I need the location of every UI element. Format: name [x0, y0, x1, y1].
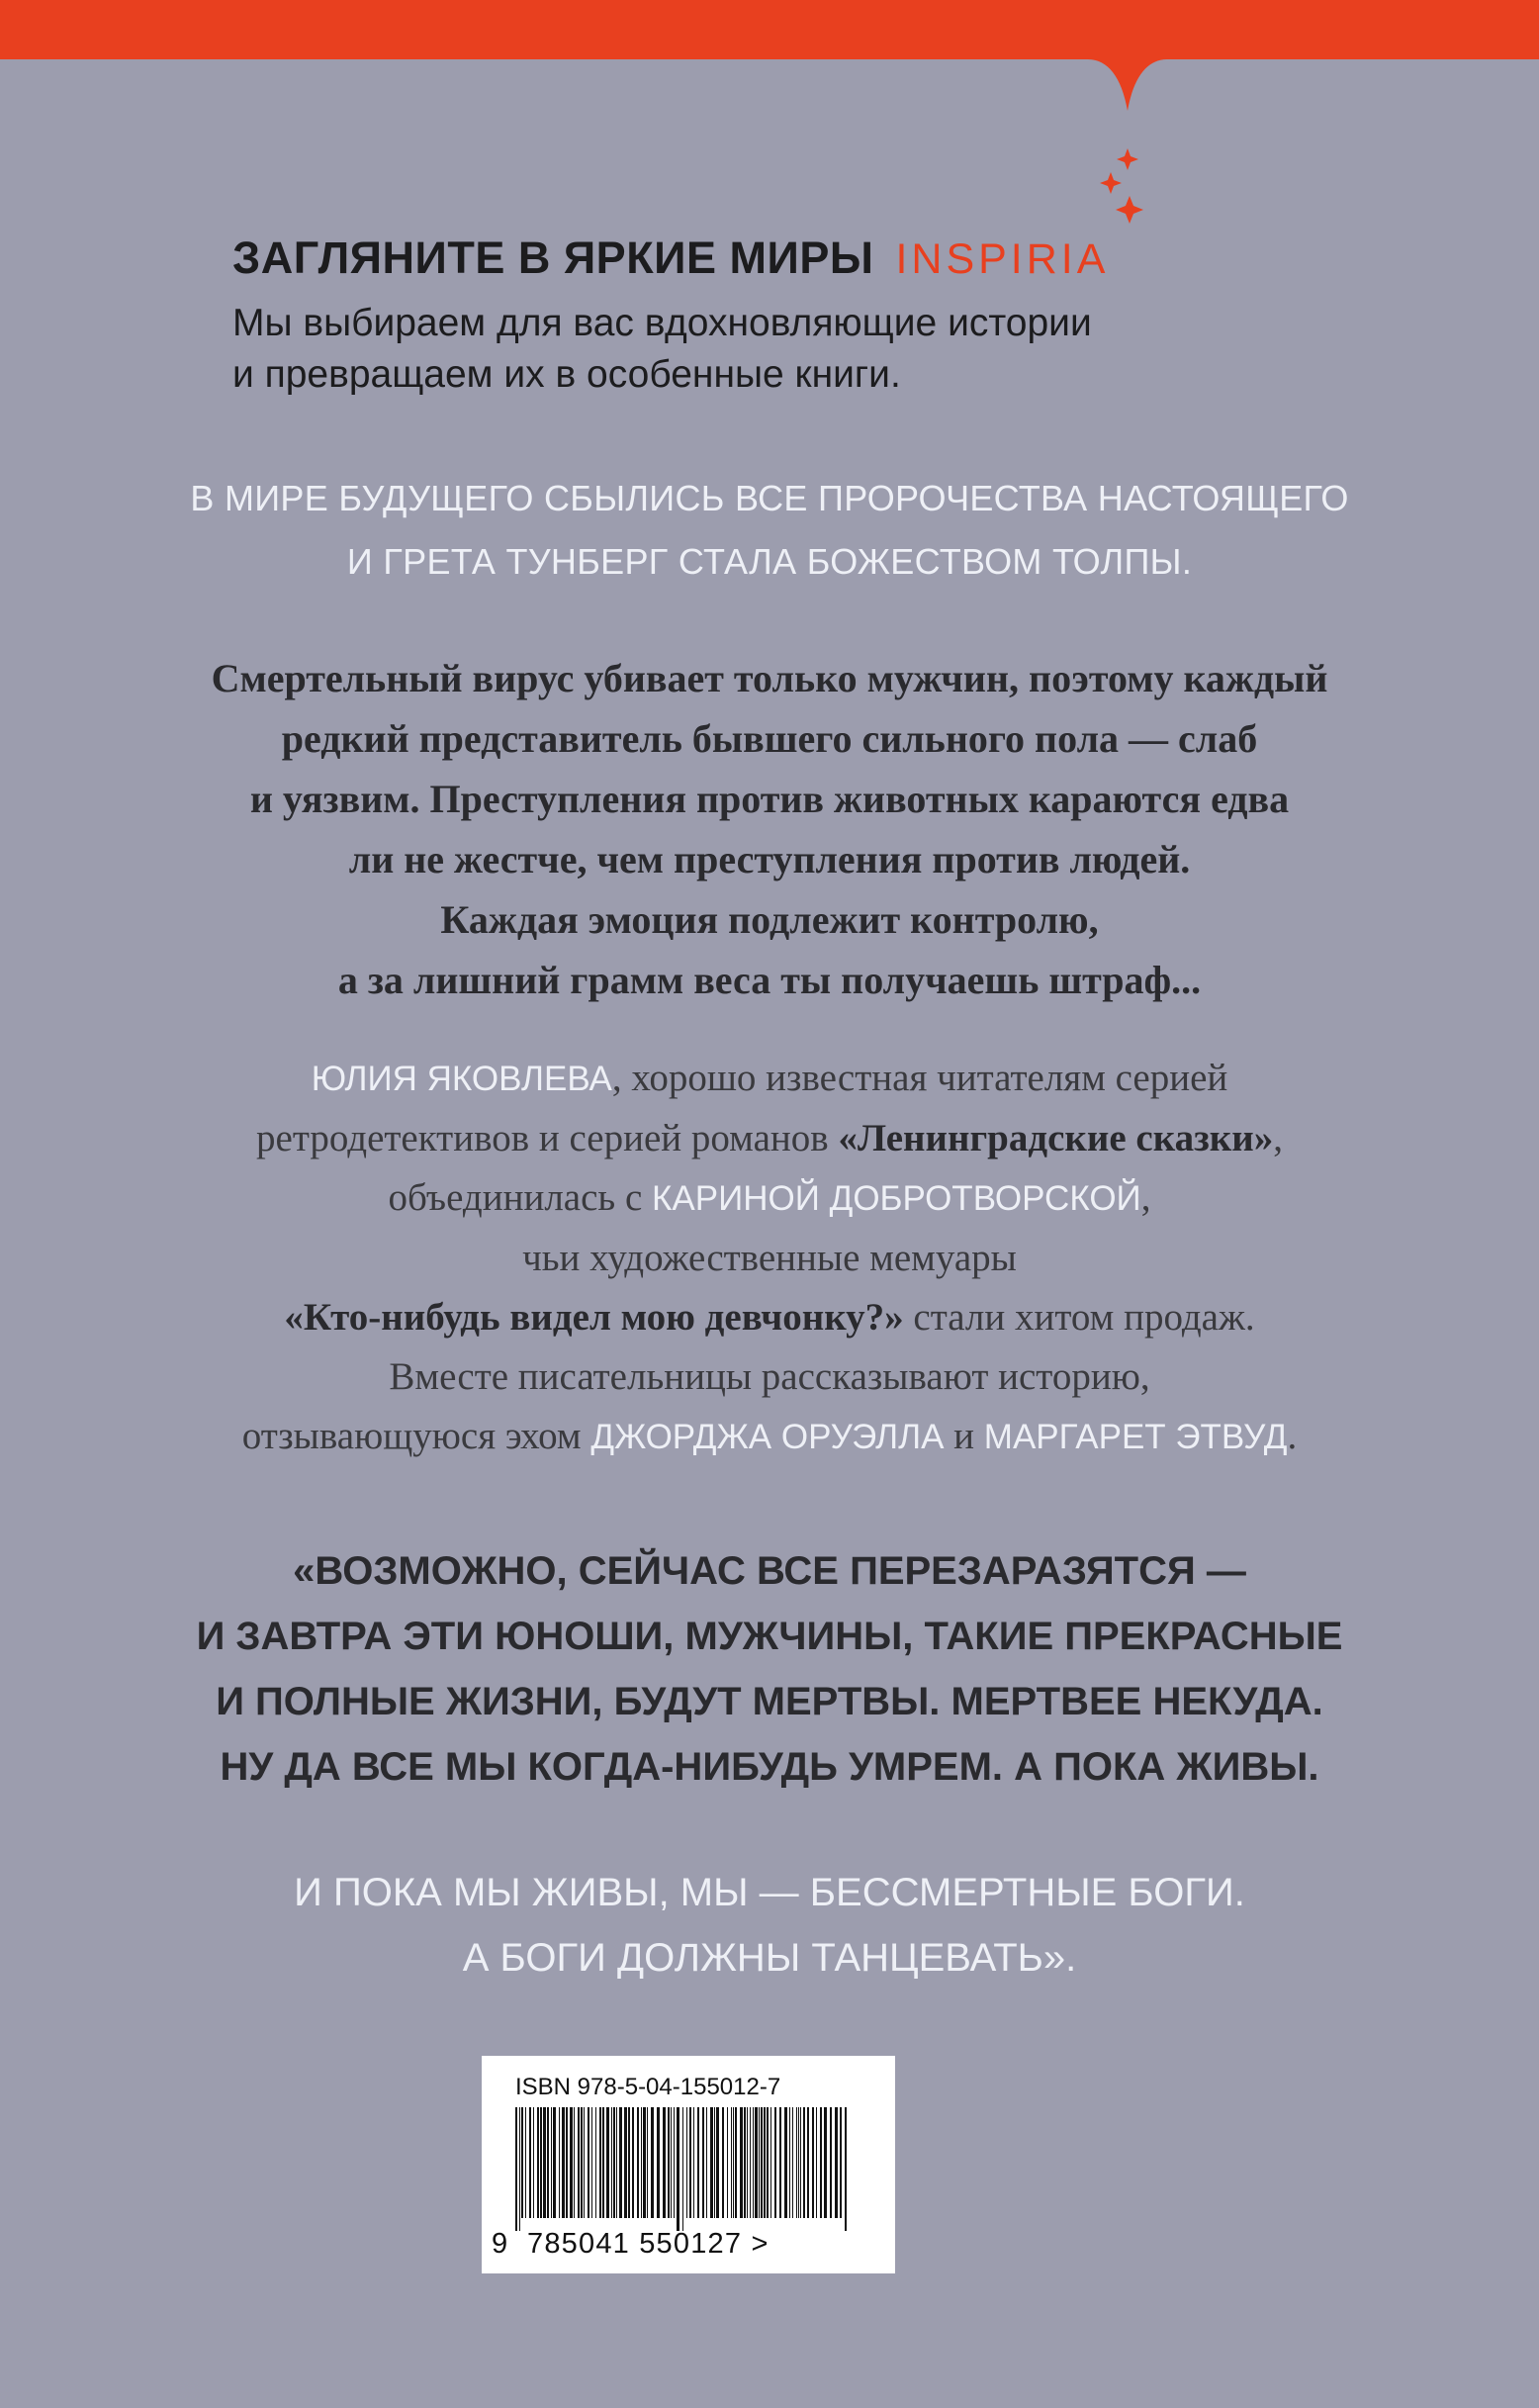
authors-text: ,	[1140, 1176, 1151, 1219]
barcode-bar	[800, 2107, 801, 2218]
premise	[0, 467, 1539, 594]
barcode-bar	[521, 2107, 523, 2218]
barcode-bar	[812, 2107, 814, 2218]
barcode-bar	[744, 2107, 746, 2218]
referenced-author: ДЖОРДЖА ОРУЭЛЛА	[590, 1418, 945, 1456]
barcode-bar	[647, 2107, 648, 2218]
barcode-bar	[761, 2107, 763, 2218]
premise-line: И ГРЕТА ТУНБЕРГ СТАЛА БОЖЕСТВОМ ТОЛПЫ.	[346, 541, 1193, 582]
barcode-bar	[702, 2107, 704, 2218]
barcode-bar	[750, 2107, 751, 2218]
barcode-bar	[641, 2107, 642, 2218]
barcode-bar	[840, 2107, 842, 2218]
quote-line: И ПОКА МЫ ЖИВЫ, МЫ — БЕССМЕРТНЫЕ БОГИ.	[294, 1871, 1245, 1914]
authors-text: .	[1287, 1415, 1298, 1457]
barcode-bar	[677, 2107, 679, 2231]
barcode-bar	[663, 2107, 666, 2218]
barcode-box	[482, 2056, 895, 2273]
series-tagline	[232, 298, 1320, 401]
tagline-line: Мы выбираем для вас вдохновляющие истории	[232, 302, 1092, 344]
barcode-bar	[570, 2107, 573, 2218]
barcode-bar	[628, 2107, 630, 2218]
barcode-bar	[722, 2107, 724, 2218]
authors-line: чьи художественные мемуары	[522, 1237, 1017, 1279]
quote	[0, 1538, 1539, 1800]
barcode-bar	[591, 2107, 592, 2218]
barcode-bar	[835, 2107, 838, 2218]
barcode-icon	[515, 2107, 847, 2231]
barcode-bar	[578, 2107, 580, 2218]
barcode-bar	[595, 2107, 596, 2218]
synopsis-line: и уязвим. Преступления против животных караются едва	[249, 777, 1290, 821]
barcode-bar	[740, 2107, 743, 2218]
authors-paragraph	[0, 1049, 1539, 1467]
barcode-bar	[824, 2107, 827, 2218]
barcode-bar	[767, 2107, 769, 2218]
barcode-bar	[689, 2107, 691, 2218]
barcode-bar	[710, 2107, 713, 2218]
barcode-digits: 785041 550127 >	[527, 2228, 770, 2260]
synopsis	[0, 648, 1539, 1010]
barcode-bar	[624, 2107, 627, 2218]
barcode-bar	[632, 2107, 634, 2218]
memoir-title: «Кто-нибудь видел мою девчонку?»	[284, 1296, 904, 1339]
barcode-bar	[789, 2107, 790, 2218]
barcode-bar	[697, 2107, 699, 2218]
barcode-bar	[574, 2107, 575, 2218]
barcode-bar	[747, 2107, 748, 2218]
quote-line: И ЗАВТРА ЭТИ ЮНОШИ, МУЖЧИНЫ, ТАКИЕ ПРЕКРАСНЫЕ	[196, 1615, 1343, 1658]
barcode-bar	[759, 2107, 760, 2218]
authors-text: ,	[1273, 1117, 1283, 1159]
barcode-bar	[515, 2107, 517, 2231]
barcode-bar	[774, 2107, 776, 2218]
barcode-bar	[668, 2107, 670, 2218]
barcode-bar	[792, 2107, 793, 2218]
series-slogan: ЗАГЛЯНИТЕ В ЯРКИЕ МИРЫ	[232, 232, 874, 283]
barcode-lead-digit: 9	[492, 2228, 508, 2260]
authors-text: отзывающуюся эхом	[241, 1415, 591, 1457]
authors-line	[0, 1168, 1539, 1229]
barcode-bar	[651, 2107, 654, 2218]
barcode-bar	[735, 2107, 737, 2218]
barcode-bar	[519, 2107, 520, 2231]
quote-line: А БОГИ ДОЛЖНЫ ТАНЦЕВАТЬ».	[462, 1936, 1077, 1980]
barcode-bar	[671, 2107, 672, 2218]
quote-line: И ПОЛНЫЕ ЖИЗНИ, БУДУТ МЕРТВЫ. МЕРТВЕЕ НЕКУДА.	[216, 1680, 1323, 1723]
barcode-bar	[682, 2107, 683, 2231]
barcode-bar	[807, 2107, 809, 2218]
authors-text: объединилась с	[388, 1176, 652, 1219]
barcode-bar	[529, 2107, 531, 2218]
barcode-bar	[798, 2107, 799, 2218]
barcode-bar	[706, 2107, 707, 2218]
authors-line	[0, 1288, 1539, 1347]
tagline-line: и превращаем их в особенные книги.	[232, 353, 901, 396]
barcode-bar	[543, 2107, 546, 2218]
quote-line: НУ ДА ВСЕ МЫ КОГДА-НИБУДЬ УМРЕМ. А ПОКА ЖИВЫ.	[220, 1745, 1319, 1789]
barcode-bar	[637, 2107, 639, 2218]
barcode-bar	[727, 2107, 728, 2218]
authors-line: Вместе писательницы рассказывают историю,	[389, 1355, 1150, 1398]
barcode-bar	[533, 2107, 534, 2218]
barcode-bar	[816, 2107, 817, 2218]
barcode-bar	[686, 2107, 687, 2218]
synopsis-line: редкий представитель бывшего сильного пола — слаб	[281, 716, 1258, 761]
barcode-bar	[547, 2107, 549, 2218]
barcode-bar	[784, 2107, 787, 2218]
quote-line: «ВОЗМОЖНО, СЕЙЧАС ВСЕ ПЕРЕЗАРАЗЯТСЯ —	[293, 1549, 1246, 1593]
premise-line: В МИРЕ БУДУЩЕГО СБЫЛИСЬ ВСЕ ПРОРОЧЕСТВА НАСТОЯЩЕГО	[190, 478, 1349, 518]
top-band	[0, 0, 1539, 129]
barcode-bar	[779, 2107, 781, 2218]
sparkles-icon	[1098, 148, 1147, 228]
barcode-bar	[613, 2107, 615, 2218]
authors-text: , хорошо известная читателям серией	[611, 1057, 1228, 1099]
barcode-bar	[566, 2107, 568, 2218]
barcode-bar	[693, 2107, 694, 2218]
barcode-bar	[674, 2107, 675, 2218]
header-line	[232, 232, 1320, 284]
barcode-bar	[716, 2107, 719, 2218]
author-name: КАРИНОЙ ДОБРОТВОРСКОЙ	[652, 1179, 1141, 1218]
barcode-bar	[588, 2107, 589, 2218]
barcode-bar	[796, 2107, 797, 2218]
barcode-bar	[559, 2107, 560, 2218]
isbn-label: ISBN 978-5-04-155012-7	[515, 2074, 781, 2100]
barcode-bar	[611, 2107, 612, 2218]
synopsis-line: ли не жестче, чем преступления против людей.	[348, 837, 1191, 881]
barcode-bar	[599, 2107, 601, 2218]
barcode-bar	[770, 2107, 771, 2218]
barcode-bar	[551, 2107, 552, 2218]
publisher-brand: INSPIRIA	[895, 235, 1110, 283]
barcode-bar	[584, 2107, 585, 2218]
barcode-bar	[753, 2107, 754, 2218]
barcode-bar	[602, 2107, 604, 2218]
quote-ending	[0, 1860, 1539, 1991]
barcode-bar	[616, 2107, 617, 2218]
barcode-bar	[657, 2107, 660, 2218]
barcode-bar	[845, 2107, 847, 2231]
barcode-bar	[562, 2107, 565, 2218]
authors-text: и	[944, 1415, 984, 1457]
barcode-bar	[764, 2107, 766, 2218]
synopsis-line: а за лишний грамм веса ты получаешь штраф...	[337, 958, 1202, 1002]
series-title: «Ленинградские сказки»	[838, 1117, 1274, 1159]
barcode-bar	[606, 2107, 609, 2218]
barcode-bar	[525, 2107, 526, 2218]
author-name: ЮЛИЯ ЯКОВЛЕВА	[311, 1060, 612, 1098]
barcode-bar	[820, 2107, 822, 2218]
authors-text: ретродетективов и серией романов	[256, 1117, 839, 1159]
authors-line	[0, 1109, 1539, 1168]
authors-text: стали хитом продаж.	[903, 1296, 1255, 1339]
referenced-author: МАРГАРЕТ ЭТВУД	[983, 1418, 1288, 1456]
barcode-bar	[731, 2107, 732, 2218]
authors-line	[0, 1407, 1539, 1467]
synopsis-line: Каждая эмоция подлежит контролю,	[440, 897, 1099, 942]
barcode-bar	[553, 2107, 556, 2218]
barcode-bar	[755, 2107, 758, 2218]
authors-line	[0, 1049, 1539, 1109]
top-band-shape	[0, 0, 1539, 111]
barcode-bar	[537, 2107, 539, 2218]
barcode-bar	[714, 2107, 715, 2218]
barcode-bar	[803, 2107, 805, 2218]
barcode-bar	[581, 2107, 583, 2218]
series-header	[232, 232, 1320, 401]
synopsis-line: Смертельный вирус убивает только мужчин, поэтому каждый	[211, 656, 1328, 700]
barcode-bar	[830, 2107, 832, 2218]
barcode-bar	[540, 2107, 542, 2218]
barcode-bar	[619, 2107, 622, 2218]
barcode-bar	[733, 2107, 734, 2218]
barcode-bar	[643, 2107, 646, 2218]
